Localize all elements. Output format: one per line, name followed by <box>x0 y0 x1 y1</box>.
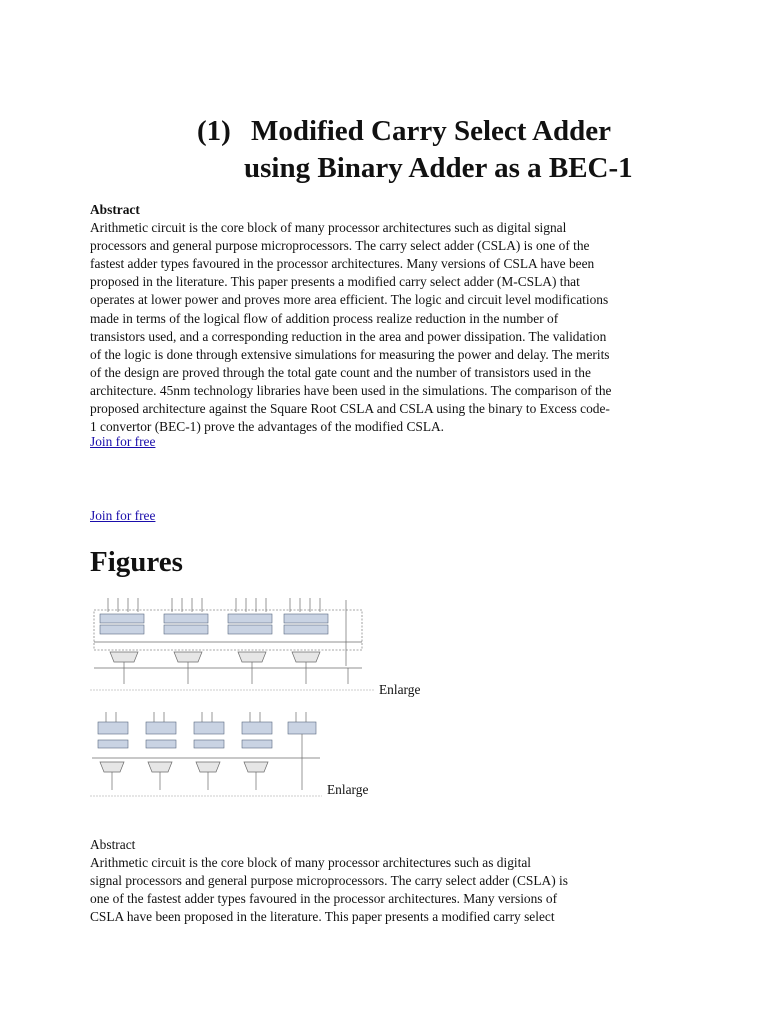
enlarge-figure-1-link[interactable]: Enlarge <box>379 682 421 697</box>
abstract-line: Arithmetic circuit is the core block of many processor architectures such as digital signal <box>90 220 567 236</box>
enlarge-figure-2-link[interactable]: Enlarge <box>327 782 369 797</box>
abstract-heading: Abstract <box>90 202 140 217</box>
abstract-line: processors and general purpose microprocessors. The carry select adder (CSLA) is one of the <box>90 238 590 254</box>
abstract-line: proposed in the literature. This paper presents a modified carry select adder (M-CSLA) that <box>90 274 580 290</box>
figure-2-circuit-image[interactable] <box>90 710 322 802</box>
join-for-free-link[interactable]: Join for free <box>90 434 156 449</box>
abstract-line: made in terms of the logical flow of addition process realize reduction in the number of <box>90 310 559 326</box>
abstract-line: fastest adder types favoured in the processor architectures. Many versions of CSLA have been <box>90 256 595 272</box>
abstract-line: architecture. 45nm technology libraries have been used in the simulations. The comparison of the <box>90 382 612 398</box>
paper-title-line-2: using Binary Adder as a BEC-1 <box>244 152 633 184</box>
figures-heading: Figures <box>90 546 183 578</box>
abstract-repeat-heading: Abstract <box>90 837 136 852</box>
abstract-line: of the design are proved through the total gate count and the number of transistors used in the <box>90 364 591 380</box>
paper-title-text-1: Modified Carry Select Adder <box>251 115 612 147</box>
abstract-repeat-line: Arithmetic circuit is the core block of many processor architectures such as digital <box>90 855 531 871</box>
figure-1-circuit-image[interactable] <box>90 596 374 696</box>
paper-number: (1) <box>197 115 231 147</box>
abstract-section <box>90 201 690 436</box>
paper-title-line-1 <box>197 113 611 149</box>
abstract-line: of the logic is done through extensive simulations for measuring the power and delay. The merits <box>90 346 610 362</box>
abstract-line: transistors used, and a corresponding reduction in the area and power dissipation. The validation <box>90 328 607 344</box>
abstract-line: operates at lower power and proves more area efficient. The logic and circuit level modifications <box>90 292 609 308</box>
abstract-repeat-line: CSLA have been proposed in the literature. This paper presents a modified carry select <box>90 909 555 925</box>
abstract-repeat-section <box>90 836 650 926</box>
abstract-repeat-line: signal processors and general purpose microprocessors. The carry select adder (CSLA) is <box>90 873 568 889</box>
abstract-line: 1 convertor (BEC-1) prove the advantages of the modified CSLA. <box>90 419 445 435</box>
abstract-line: proposed architecture against the Square Root CSLA and CSLA using the binary to Excess code- <box>90 401 610 417</box>
join-for-free-link-2[interactable]: Join for free <box>90 508 156 523</box>
abstract-repeat-line: one of the fastest adder types favoured in the processor architectures. Many versions of <box>90 891 558 907</box>
